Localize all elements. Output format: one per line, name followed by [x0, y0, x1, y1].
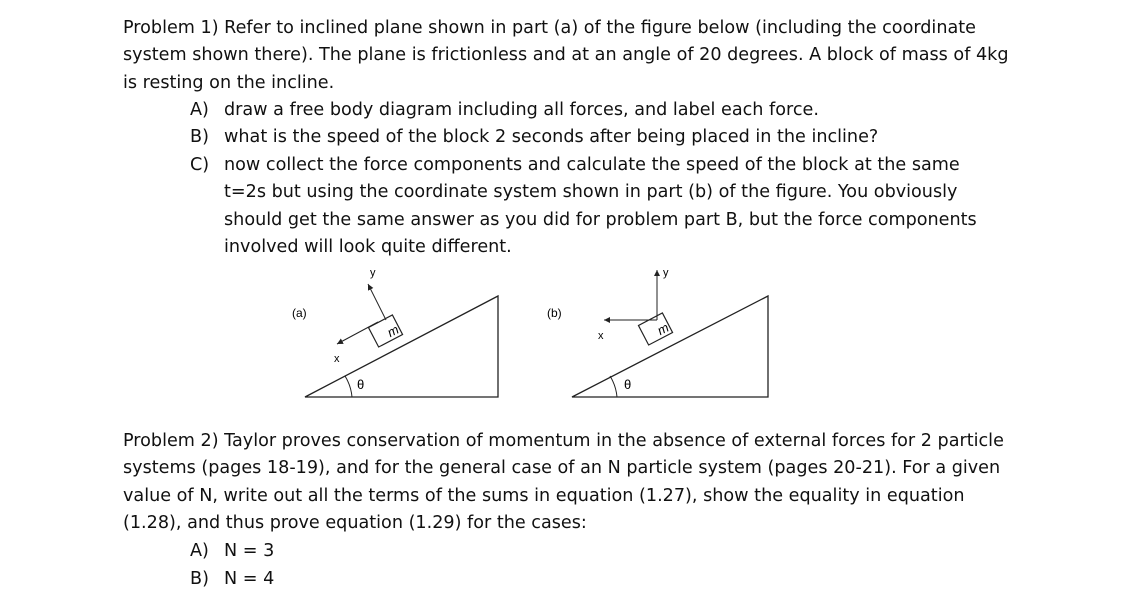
x-axis-label-b: x: [598, 330, 604, 342]
angle-label-a: θ: [357, 377, 365, 392]
panel-a: [292, 267, 498, 397]
panel-a-label: (a): [292, 306, 307, 320]
panel-b: [547, 267, 768, 397]
incline-triangle-a: [305, 296, 498, 397]
item-text: draw a free body diagram including all forces, and label each force.: [224, 100, 819, 120]
panel-b-label: (b): [547, 306, 562, 320]
problem-2-intro: Problem 2) Taylor proves conservation of momentum in the absence of external forces for 2 particle systems (pages 18-19), and for the general case of an N particle system (pages 20-21). For a given value of N, write out all the terms of the sums in equation (1.27), show the equality in equation (1.28), and thus prove equation (1.29) for the cases:: [123, 431, 1004, 533]
item-text: N = 3: [224, 541, 275, 561]
item-label: B): [190, 127, 209, 147]
item-label: A): [190, 541, 209, 561]
angle-label-b: θ: [624, 377, 632, 392]
item-label: A): [190, 100, 209, 120]
incline-triangle-b: [572, 296, 768, 397]
item-text: now collect the force components and calculate the speed of the block at the same t=2s but using the coordinate system shown in part (b) of the figure. You obviously should get the same answer as you did for problem part B, but the force components involved will look quite different.: [224, 155, 977, 257]
y-axis-arrow-a: [368, 284, 386, 320]
x-axis-label-a: x: [334, 353, 340, 365]
y-axis-label-a: y: [370, 267, 376, 279]
item-text: N = 4: [224, 569, 275, 589]
item-label: B): [190, 569, 209, 589]
problem-1-intro: Problem 1) Refer to inclined plane shown in part (a) of the figure below (including the coordinate system shown there). The plane is frictionless and at an angle of 20 degrees. A block of mass of 4kg is resting on the incline.: [123, 18, 1009, 93]
angle-arc-b: [610, 376, 617, 397]
mass-label-b: m: [654, 319, 672, 339]
mass-label-a: m: [384, 321, 402, 341]
y-axis-label-b: y: [663, 267, 669, 279]
angle-arc-a: [345, 376, 352, 397]
item-text: what is the speed of the block 2 seconds after being placed in the incline?: [224, 127, 879, 147]
item-label: C): [190, 155, 210, 175]
